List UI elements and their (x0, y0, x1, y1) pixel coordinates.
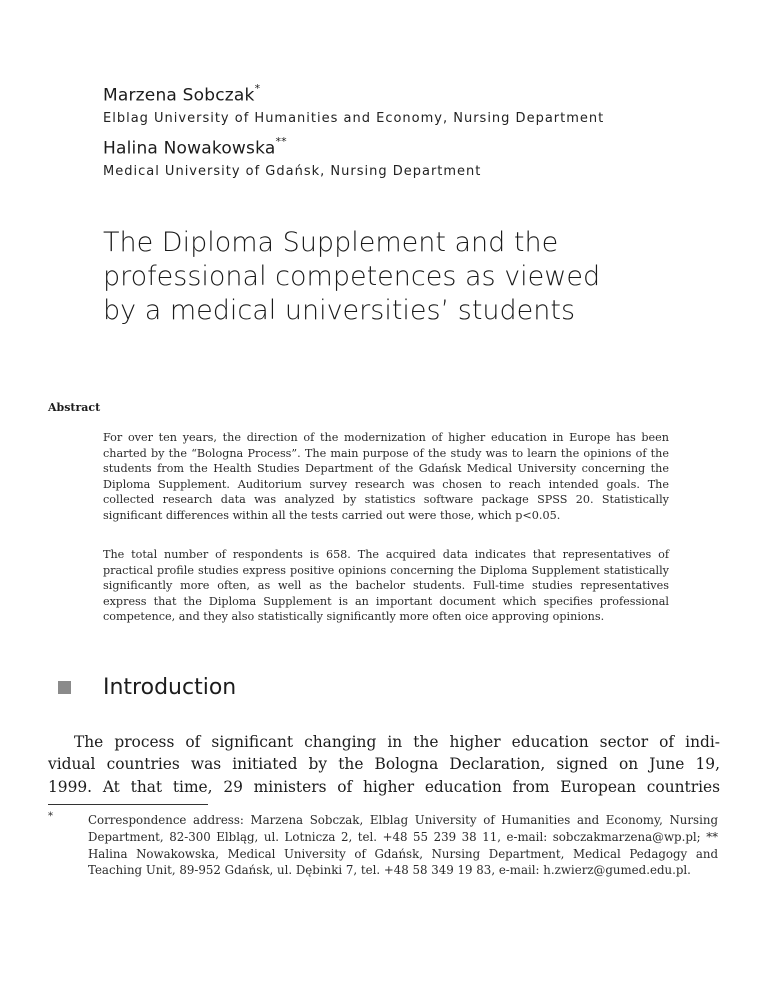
section-heading-introduction (58, 675, 236, 700)
footnote-text: Correspondence address: Marzena Sobczak, Elblag University of Humanities and Economy, Nursing Department, 82-300 Elbląg, ul. Lotnicza 2, tel. +48 55 239 38 11, e-mail: sobczakmarzena@wp.pl; ** Halina Nowakowska, Medical University of Gdańsk, Nursing Department, Medical Pedagogy and Teaching Unit, 89-952 Gdańsk, ul. Dębinki 7, tel. +48 58 349 19 83, e-mail: h.zwierz@gumed.edu.pl. (88, 813, 718, 878)
abstract-paragraph-1: For over ten years, the direction of the modernization of higher education in Europe has been charted by the “Bologna Process”. The main purpose of the study was to learn the opinions of the students from the Health Studies Department of the Gdańsk Medical University concerning the Diploma Supplement. Auditorium survey research was chosen to reach intended goals. The collected research data was analyzed by statistics software package SPSS 20. Statistically significant differences within all the tests carried out were those, which p<0.05. (103, 431, 669, 522)
author-2-footnote-mark: ** (275, 135, 287, 148)
body-line: vidual countries was initiated by the Bologna Declaration, signed on June 19, (48, 755, 720, 774)
abstract-heading: Abstract (48, 401, 101, 414)
title-line: The Diploma Supplement and the (103, 227, 559, 258)
body-line: 1999. At that time, 29 ministers of higher education from European countries (48, 777, 720, 796)
section-heading-text: Introduction (103, 675, 237, 700)
author-1-footnote-mark: * (254, 82, 261, 95)
square-bullet-icon (58, 681, 71, 694)
title-line: professional competences as viewed (103, 261, 601, 292)
author-1-affiliation: Elblag University of Humanities and Economy, Nursing Department (103, 111, 605, 126)
author-1-name (103, 84, 260, 106)
title-line: by a medical universities’ students (103, 295, 576, 326)
footnote (48, 812, 718, 879)
body-line: The process of significant changing in the higher education sector of indi- (74, 733, 720, 751)
abstract-paragraph-2: The total number of respondents is 658. The acquired data indicates that representatives of practical profile studies express positive opinions concerning the Diploma Supplement statistically significantly more often, as well as the bachelor students. Full-time studies representatives express that the Diploma Supplement is an important document which specifies professional competence, and they also statistically significantly more often oice approving opinions. (103, 548, 669, 624)
footnote-mark: * (48, 811, 53, 822)
author-2-name (103, 137, 287, 159)
author-2-affiliation: Medical University of Gdańsk, Nursing Department (103, 164, 482, 179)
introduction-body (48, 731, 720, 798)
author-1-name-text: Marzena Sobczak (103, 85, 255, 106)
paper-title (103, 226, 623, 328)
author-2-name-text: Halina Nowakowska (103, 138, 276, 159)
footnote-divider (48, 804, 208, 805)
